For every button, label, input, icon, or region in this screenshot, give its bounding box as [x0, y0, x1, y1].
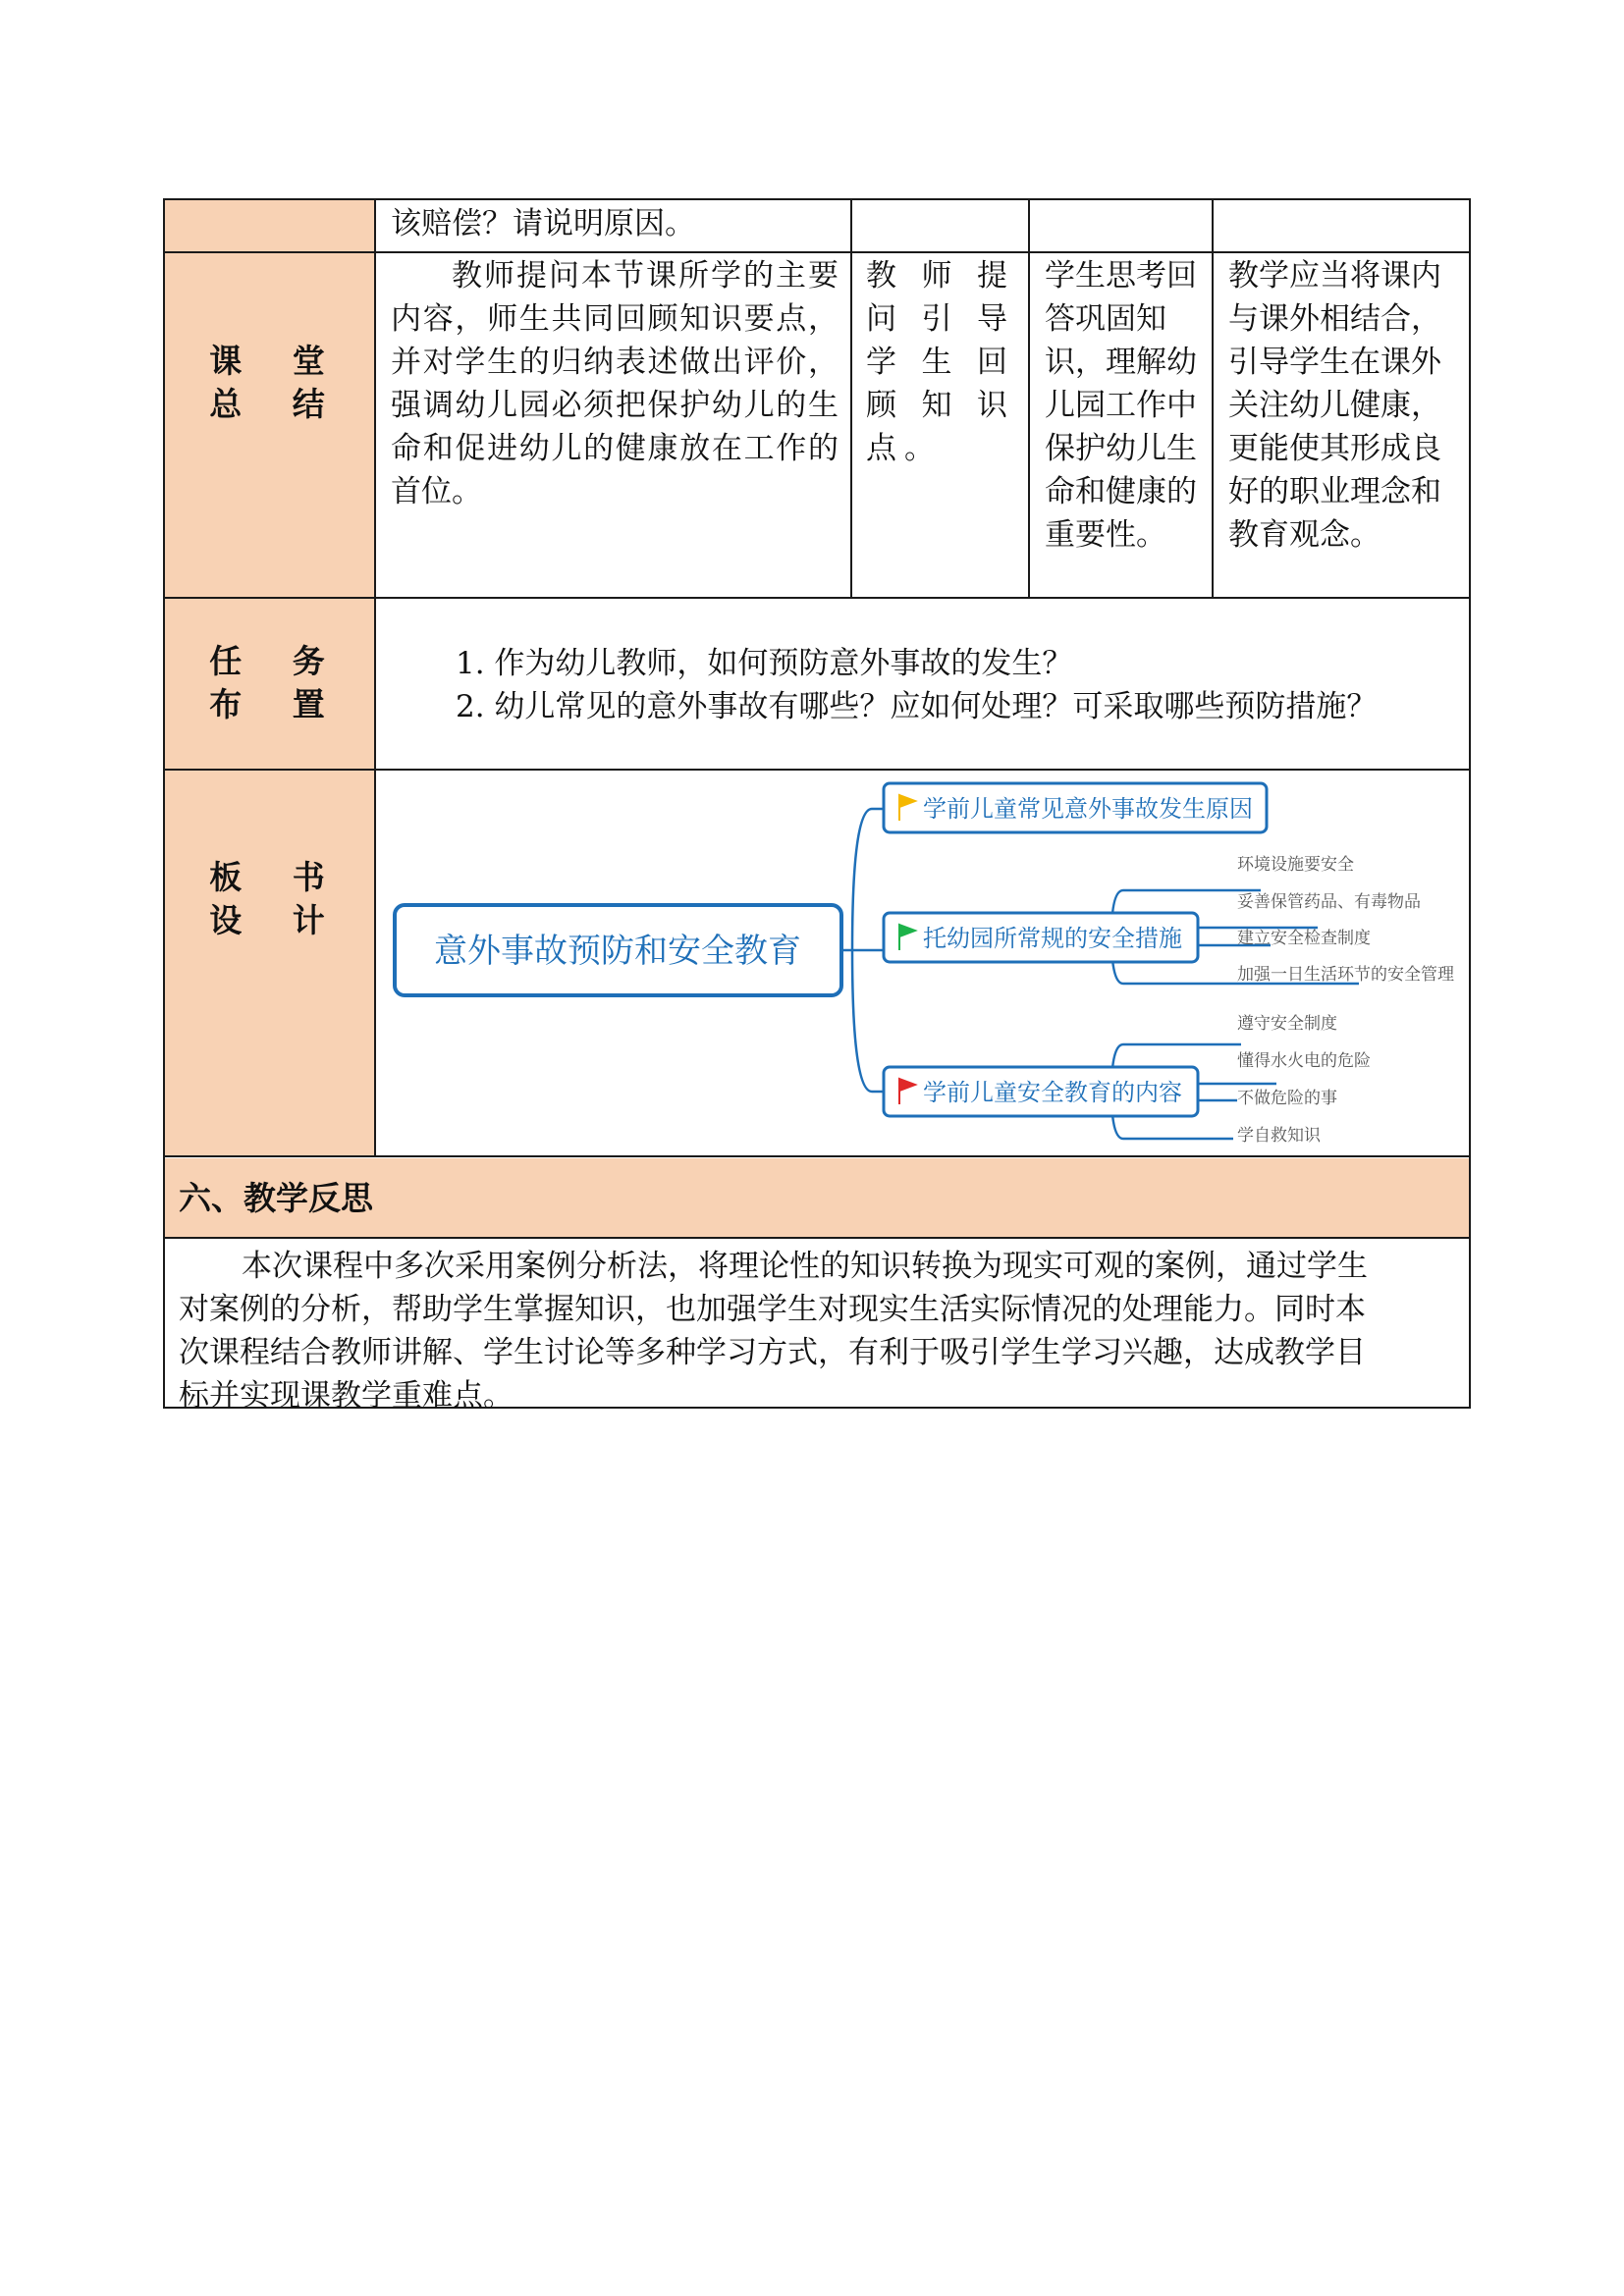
summary-teacher-activity: 教师提问引导学生回顾知识点。 [866, 258, 1015, 466]
row-divider [163, 597, 1471, 599]
summary-content: 教师提问本节课所学的主要内容，师生共同回顾知识要点，并对学生的归纳表述做出评价，强调幼儿园必须把保护幼儿的生命和促进幼儿的健康放在工作的首位。 [391, 258, 839, 509]
reflection-line: 次课程结合教师讲解、学生讨论等多种学习方式，有利于吸引学生学习兴趣，达成教学目 [179, 1335, 1366, 1370]
mindmap-leaf-label: 建立安全检查制度 [1237, 929, 1371, 948]
reflection-line: 对案例的分析，帮助学生掌握知识，也加强学生对现实生活实际情况的处理能力。同时本 [179, 1292, 1366, 1327]
mindmap-leaf-label: 懂得水火电的危险 [1237, 1051, 1371, 1071]
mindmap [377, 770, 1469, 1152]
mindmap-leaf-label: 遵守安全制度 [1237, 1014, 1337, 1034]
row-divider [163, 1155, 1471, 1157]
summary-label-line2: 总 结 [209, 385, 345, 423]
summary-design-intent: 教学应当将课内与课外相结合，引导学生在课外关注幼儿健康，更能使其形成良好的职业理念和教育观念。 [1228, 258, 1441, 553]
board-label-line1: 板 书 [209, 858, 345, 896]
mindmap-branch-label: 学前儿童常见意外事故发生原因 [923, 795, 1253, 823]
task-item-2: 2. 幼儿常见的意外事故有哪些？应如何处理？可采取哪些预防措施？ [456, 689, 1378, 724]
mindmap-leaf-label: 学自救知识 [1237, 1126, 1321, 1146]
row-divider [163, 1237, 1471, 1239]
mindmap-branch-label: 托幼园所常规的安全措施 [923, 925, 1182, 952]
board-label [179, 856, 375, 942]
carry-over-content: 该赔偿？请说明原因。 [391, 206, 695, 241]
mindmap-leaf-label: 妥善保管药品、有毒物品 [1237, 892, 1421, 912]
reflection-heading: 六、教学反思 [179, 1179, 373, 1217]
reflection-line: 本次课程中多次采用案例分析法，将理论性的知识转换为现实可观的案例，通过学生 [242, 1249, 1368, 1284]
summary-label [179, 340, 375, 426]
mindmap-leaf-label: 不做危险的事 [1237, 1089, 1337, 1108]
row-divider [163, 251, 1471, 253]
column-divider [1028, 198, 1030, 599]
task-label-line2: 布 置 [209, 685, 345, 723]
mindmap-leaf-label: 加强一日生活环节的安全管理 [1237, 965, 1454, 985]
summary-student-activity: 学生思考回答巩固知识，理解幼儿园工作中保护幼儿生命和健康的重要性。 [1045, 258, 1197, 553]
mindmap-leaf-label: 环境设施要安全 [1237, 855, 1354, 875]
column-divider [850, 198, 852, 599]
column-divider [1212, 198, 1214, 599]
task-item-1: 1. 作为幼儿教师，如何预防意外事故的发生？ [456, 646, 1073, 681]
task-label [179, 640, 375, 726]
reflection-line: 标并实现课教学重难点。 [179, 1378, 514, 1414]
mindmap-root-label: 意外事故预防和安全教育 [434, 932, 801, 971]
task-label-line1: 任 务 [209, 642, 345, 680]
board-label-line2: 设 计 [209, 901, 345, 939]
summary-label-line1: 课 堂 [209, 342, 345, 380]
mindmap-branch-label: 学前儿童安全教育的内容 [923, 1079, 1182, 1106]
